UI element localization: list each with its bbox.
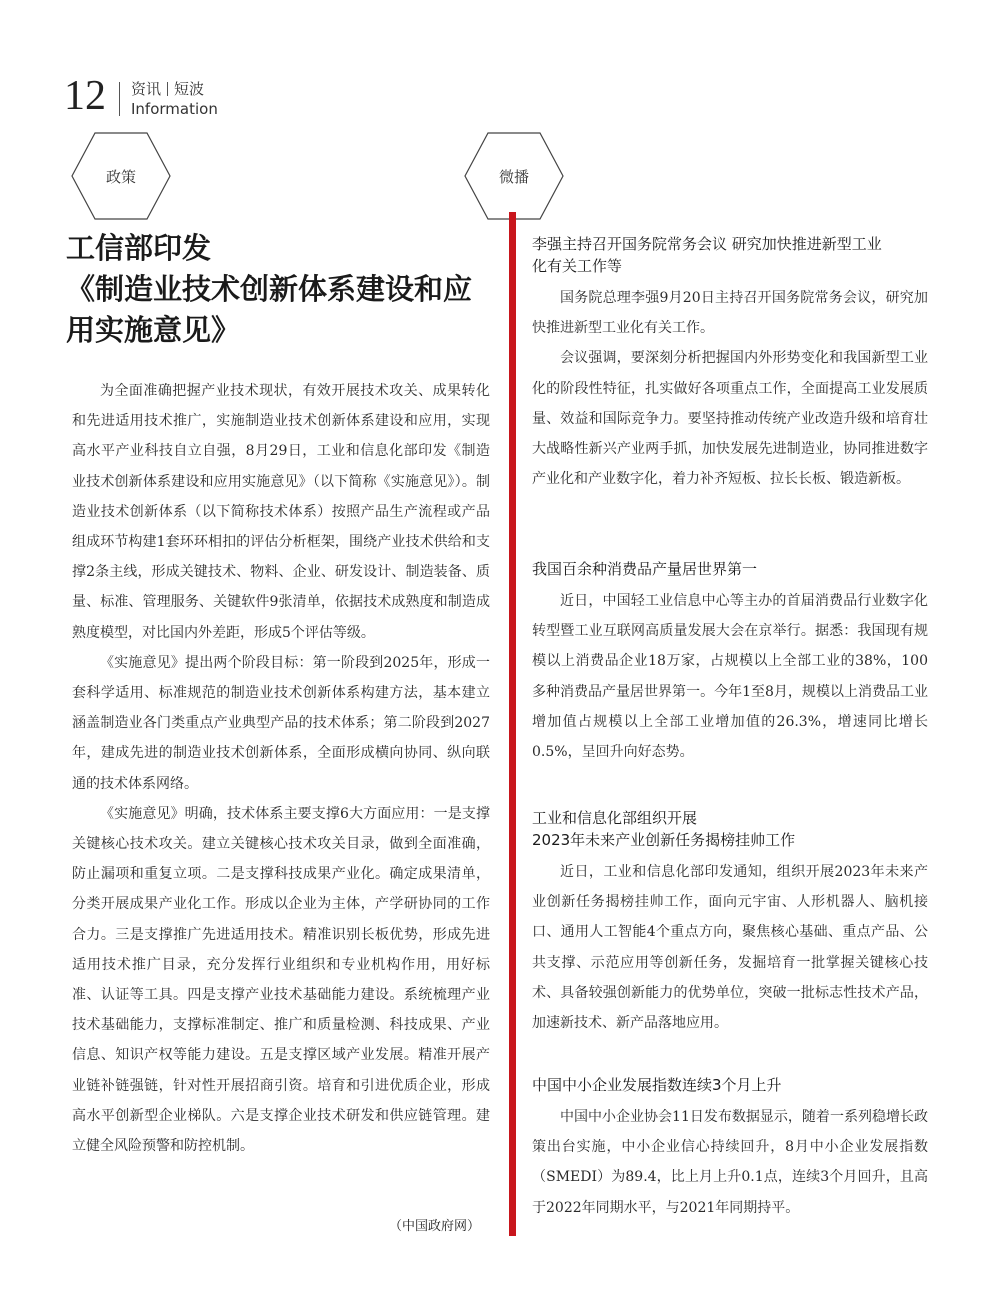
body-paragraph: 《实施意见》提出两个阶段目标：第一阶段到2025年，形成一套科学适用、标准规范的制造业技术创新体系构建方法，基本建立涵盖制造业各门类重点产业典型产品的技术体系；第二阶段到2027年，建成先进的制造业技术创新体系，全面形成横向协同、纵向联通的技术体系网络。	[72, 654, 490, 792]
title-line: 中国中小企业发展指数连续3个月上升	[532, 1076, 782, 1094]
body-paragraph: 中国中小企业协会11日发布数据显示，随着一系列稳增长政策出台实施，中小企业信心持续回升，8月中小企业发展指数（SMEDI）为89.4，比上月上升0.1点，连续3个月回升，且高于2022年同期水平，与2021年同期持平。	[532, 1109, 928, 1216]
news-item	[532, 807, 928, 1038]
news-body	[532, 1102, 928, 1223]
news-item	[532, 233, 928, 494]
category-label: 资讯	[131, 80, 162, 98]
news-badge-label: 微播	[498, 167, 529, 186]
body-paragraph: 会议强调，要深刻分析把握国内外形势变化和我国新型工业化的阶段性特征，扎实做好各项重点工作，全面提高工业发展质量、效益和国际竞争力。要坚持推动传统产业改造升级和培育壮大战略性新兴产业两手抓，加快发展先进制造业，协同推进数字产业化和产业数字化，着力补齐短板、拉长长板、锻造新板。	[532, 350, 928, 488]
category-english: Information	[131, 100, 218, 118]
title-line: 工信部印发	[66, 231, 212, 265]
news-title	[532, 558, 928, 580]
news-body	[532, 857, 928, 1038]
news-hex-badge	[464, 132, 564, 220]
header-divider	[119, 82, 120, 116]
section-category	[131, 78, 204, 99]
category-separator	[167, 82, 168, 96]
subcategory-label: 短波	[174, 80, 205, 98]
news-item	[532, 1074, 928, 1223]
title-line: 工业和信息化部组织开展	[532, 809, 698, 827]
body-paragraph: 国务院总理李强9月20日主持召开国务院常务会议，研究加快推进新型工业化有关工作。	[532, 290, 928, 337]
title-line: 化有关工作等	[532, 257, 623, 275]
policy-article-title	[66, 228, 496, 351]
body-paragraph: 近日，中国轻工业信息中心等主办的首届消费品行业数字化转型暨工业互联网高质量发展大会在京举行。据悉：我国现有规模以上消费品企业18万家，占规模以上全部工业的38%，100多种消费品产量居世界第一。今年1至8月，规模以上消费品工业增加值占规模以上全部工业增加值的26.3%，增速同比增长0.5%，呈回升向好态势。	[532, 593, 928, 761]
body-paragraph: 为全面准确把握产业技术现状，有效开展技术攻关、成果转化和先进适用技术推广，实施制造业技术创新体系建设和应用，实现高水平产业科技自立自强，8月29日，工业和信息化部印发《制造业技术创新体系建设和应用实施意见》（以下简称《实施意见》）。制造业技术创新体系（以下简称技术体系）按照产品生产流程或产品组成环节构建1套环环相扣的评估分析框架，围绕产业技术供给和支撑2条主线，形成关键技术、物料、企业、研发设计、制造装备、质量、标准、管理服务、关键软件9张清单，依据技术成熟度和制造成熟度模型，对比国内外差距，形成5个评估等级。	[72, 383, 490, 641]
policy-badge-label: 政策	[105, 167, 136, 186]
page-number: 12	[64, 73, 106, 119]
news-title	[532, 807, 928, 851]
article-source: （中国政府网）	[388, 1219, 480, 1234]
news-item	[532, 558, 928, 767]
body-paragraph: 近日，工业和信息化部印发通知，组织开展2023年未来产业创新任务揭榜挂帅工作，面向元宇宙、人形机器人、脑机接口、通用人工智能4个重点方向，聚焦核心基础、重点产品、公共支撑、示范应用等创新任务，发掘培育一批掌握关键核心技术、具备较强创新能力的优势单位，突破一批标志性技术产品，加速新技术、新产品落地应用。	[532, 864, 928, 1032]
body-paragraph: 《实施意见》明确，技术体系主要支撑6大方面应用：一是支撑关键核心技术攻关。建立关键核心技术攻关目录，做到全面准确，防止漏项和重复立项。二是支撑科技成果产业化。确定成果清单，分类开展成果产业化工作。形成以企业为主体，产学研协同的工作合力。三是支撑推广先进适用技术。精准识别长板优势，形成先进适用技术推广目录，充分发挥行业组织和专业机构作用，用好标准、认证等工具。四是支撑产业技术基础能力建设。系统梳理产业技术基础能力，支撑标准制定、推广和质量检测、科技成果、产业信息、知识产权等能力建设。五是支撑区域产业发展。精准开展产业链补链强链，针对性开展招商引资。培育和引进优质企业，形成高水平创新型企业梯队。六是支撑企业技术研发和供应链管理。建立健全风险预警和防控机制。	[72, 805, 490, 1155]
title-line: 我国百余种消费品产量居世界第一	[532, 560, 758, 578]
title-line: 用实施意见》	[66, 313, 241, 347]
news-body	[532, 283, 928, 494]
news-title	[532, 233, 928, 277]
policy-article-body	[72, 376, 490, 1161]
title-line: 2023年未来产业创新任务揭榜挂帅工作	[532, 831, 796, 849]
column-divider-rule	[509, 212, 516, 1236]
policy-hex-badge	[71, 132, 171, 220]
news-title	[532, 1074, 928, 1096]
title-line: 李强主持召开国务院常务会议 研究加快推进新型工业	[532, 235, 882, 253]
news-body	[532, 586, 928, 767]
title-line: 《制造业技术创新体系建设和应	[66, 272, 473, 306]
